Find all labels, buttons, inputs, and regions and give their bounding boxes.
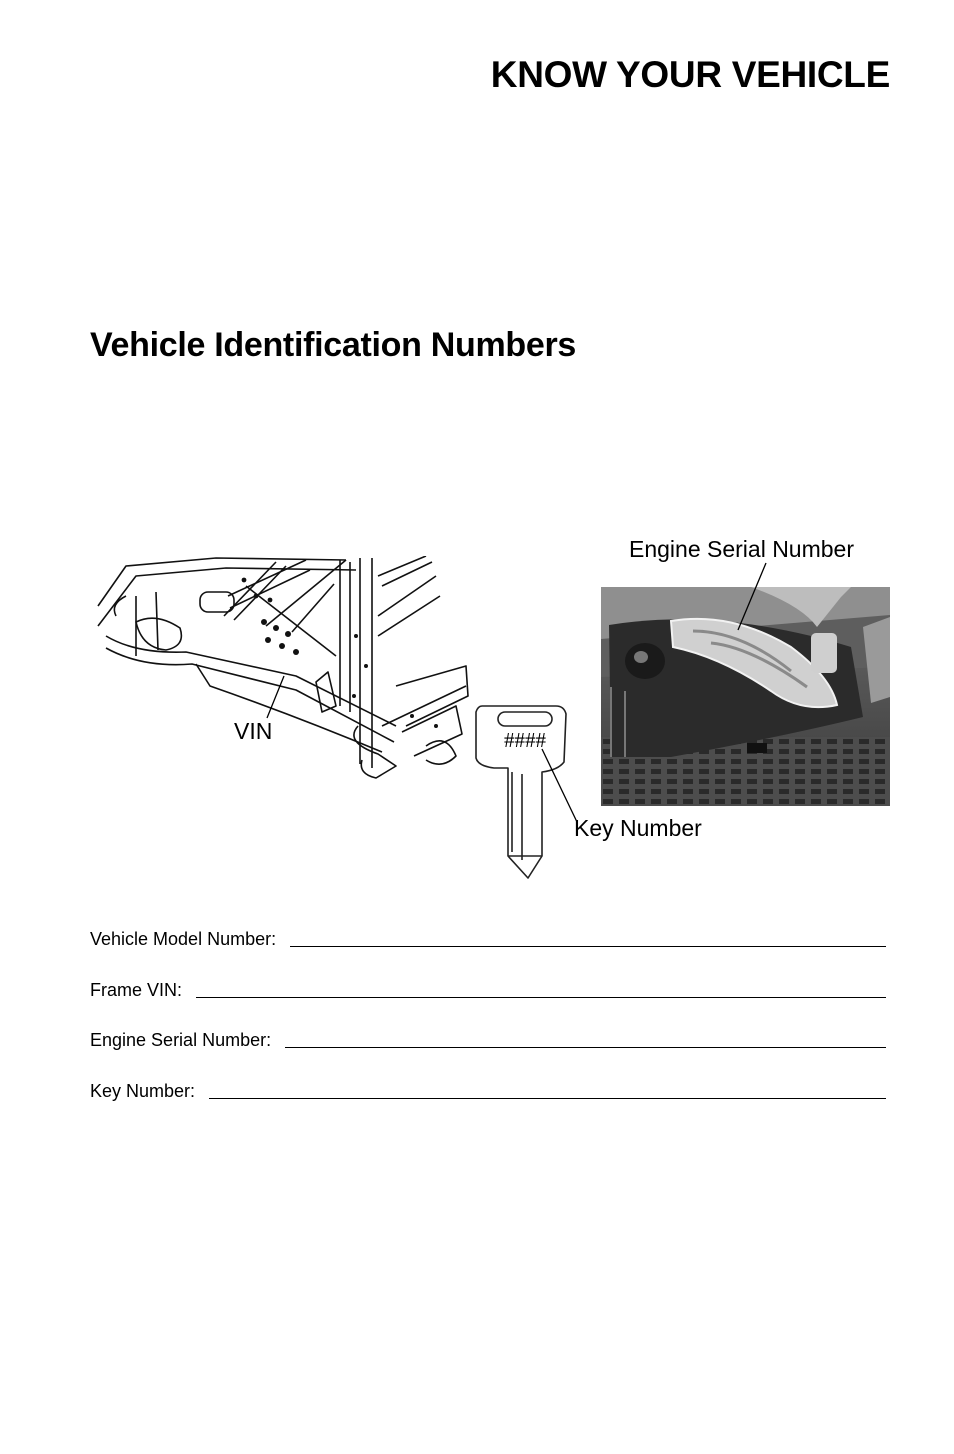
model-number-label: Vehicle Model Number: xyxy=(90,929,277,949)
key-number-callout: Key Number xyxy=(574,815,702,841)
key-illustration xyxy=(468,700,568,882)
engine-photo xyxy=(601,587,890,806)
frame-vin-field[interactable] xyxy=(196,997,886,998)
frame-illustration xyxy=(96,556,476,784)
form-row-model-number xyxy=(90,922,886,948)
engine-serial-callout: Engine Serial Number xyxy=(629,536,855,562)
engine-serial-label: Engine Serial Number: xyxy=(90,1030,272,1050)
engine-serial-field[interactable] xyxy=(285,1047,886,1048)
key-number-field[interactable] xyxy=(209,1098,886,1099)
section-title: Vehicle Identification Numbers xyxy=(90,326,577,364)
key-code: #### xyxy=(504,728,546,752)
form-row-frame-vin xyxy=(90,973,886,999)
form-row-key-number xyxy=(90,1074,886,1100)
key-number-label: Key Number: xyxy=(90,1081,196,1101)
frame-vin-label: Frame VIN: xyxy=(90,980,183,1000)
vin-callout: VIN xyxy=(234,718,273,744)
form-row-engine-serial xyxy=(90,1023,886,1049)
model-number-field[interactable] xyxy=(290,946,886,947)
chapter-title: KNOW YOUR VEHICLE xyxy=(490,54,890,95)
